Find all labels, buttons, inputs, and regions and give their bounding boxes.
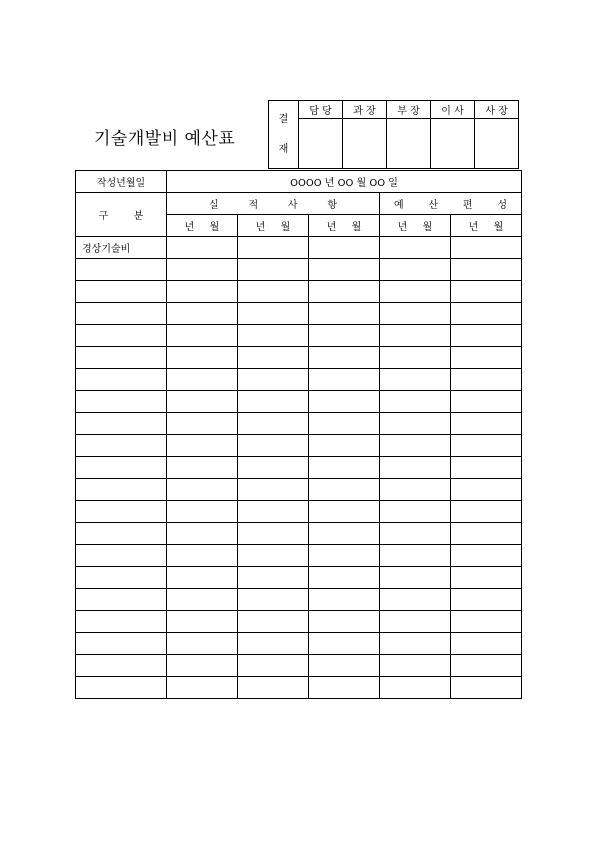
data-cell[interactable]: [167, 303, 238, 325]
actual-header: [167, 193, 380, 215]
table-row: [76, 545, 522, 567]
approval-sign-cell[interactable]: [343, 119, 387, 169]
data-cell[interactable]: [238, 237, 309, 259]
data-cell[interactable]: [451, 589, 522, 611]
data-cell[interactable]: [309, 237, 380, 259]
table-row: [76, 259, 522, 281]
approval-sign-cell[interactable]: [431, 119, 475, 169]
table-row: [76, 611, 522, 633]
approval-sign-cell[interactable]: [299, 119, 343, 169]
budget-header: [380, 193, 522, 215]
data-cell[interactable]: [380, 435, 451, 457]
data-cell[interactable]: [167, 237, 238, 259]
table-row: [76, 457, 522, 479]
actual-char: 적: [248, 200, 259, 211]
data-cell[interactable]: [238, 655, 309, 677]
row-label[interactable]: [76, 457, 167, 479]
data-cell[interactable]: [167, 435, 238, 457]
data-cell[interactable]: [238, 259, 309, 281]
budget-char: 편: [462, 200, 473, 211]
table-row: [76, 325, 522, 347]
period-cell[interactable]: [238, 215, 309, 237]
data-cell[interactable]: [451, 611, 522, 633]
data-cell[interactable]: [309, 259, 380, 281]
data-cell[interactable]: [380, 611, 451, 633]
table-row: [76, 567, 522, 589]
data-cell[interactable]: [238, 633, 309, 655]
budget-table: [75, 170, 522, 699]
data-cell[interactable]: [451, 479, 522, 501]
data-cell[interactable]: [167, 347, 238, 369]
table-row: [76, 369, 522, 391]
row-label[interactable]: [76, 369, 167, 391]
data-cell[interactable]: [167, 369, 238, 391]
data-cell[interactable]: [309, 501, 380, 523]
table-row: [76, 633, 522, 655]
period-month: 월: [280, 222, 291, 233]
data-cell[interactable]: [238, 677, 309, 699]
data-cell[interactable]: [238, 479, 309, 501]
document-title: 기술개발비 예산표: [94, 129, 236, 149]
approval-role-president: 사 장: [475, 101, 519, 119]
data-cell[interactable]: [380, 281, 451, 303]
approval-table: [268, 100, 519, 169]
period-cell[interactable]: [380, 215, 451, 237]
budget-char: 성: [497, 200, 507, 211]
data-cell[interactable]: [167, 523, 238, 545]
data-cell[interactable]: [309, 457, 380, 479]
data-cell[interactable]: [309, 435, 380, 457]
period-month: 월: [209, 222, 220, 233]
data-cell[interactable]: [380, 545, 451, 567]
period-month: 월: [422, 222, 433, 233]
data-cell[interactable]: [380, 501, 451, 523]
data-cell[interactable]: [451, 457, 522, 479]
data-cell[interactable]: [309, 347, 380, 369]
data-cell[interactable]: [380, 237, 451, 259]
data-cell[interactable]: [309, 281, 380, 303]
category-header: [76, 193, 167, 237]
row-label[interactable]: [76, 303, 167, 325]
data-cell[interactable]: [451, 413, 522, 435]
data-cell[interactable]: [309, 589, 380, 611]
row-label[interactable]: [76, 545, 167, 567]
row-label[interactable]: [76, 611, 167, 633]
approval-role-director: 이 사: [431, 101, 475, 119]
data-cell[interactable]: [309, 325, 380, 347]
table-row: [76, 347, 522, 369]
row-label[interactable]: [76, 633, 167, 655]
data-cell[interactable]: [380, 325, 451, 347]
row-label[interactable]: [76, 523, 167, 545]
data-cell[interactable]: [167, 325, 238, 347]
data-cell[interactable]: [309, 413, 380, 435]
data-cell[interactable]: [167, 259, 238, 281]
data-cell[interactable]: [238, 281, 309, 303]
data-cell[interactable]: [309, 611, 380, 633]
table-row: [76, 501, 522, 523]
data-cell[interactable]: [380, 347, 451, 369]
data-cell[interactable]: [451, 303, 522, 325]
data-cell[interactable]: [238, 501, 309, 523]
data-cell[interactable]: [238, 523, 309, 545]
data-cell[interactable]: [451, 435, 522, 457]
row-label[interactable]: [76, 413, 167, 435]
row-label[interactable]: [76, 501, 167, 523]
actual-char: 실: [209, 200, 219, 211]
data-cell[interactable]: [451, 523, 522, 545]
row-label[interactable]: [76, 567, 167, 589]
actual-char: 사: [287, 200, 298, 211]
data-cell[interactable]: [380, 457, 451, 479]
category-label-bun: 분: [133, 211, 144, 222]
data-cell[interactable]: [167, 567, 238, 589]
data-cell[interactable]: [309, 655, 380, 677]
table-row: [76, 435, 522, 457]
approval-label-gyeol: 결: [278, 113, 289, 125]
data-cell[interactable]: [167, 413, 238, 435]
date-label: 작성년월일: [76, 171, 167, 193]
row-label[interactable]: [76, 391, 167, 413]
period-year: 년: [255, 222, 266, 233]
data-cell[interactable]: [238, 303, 309, 325]
table-row: [76, 479, 522, 501]
table-row: [76, 303, 522, 325]
data-cell[interactable]: [238, 457, 309, 479]
table-row: [76, 281, 522, 303]
data-cell[interactable]: [451, 633, 522, 655]
data-cell[interactable]: [451, 281, 522, 303]
data-cell[interactable]: [167, 479, 238, 501]
data-cell[interactable]: [238, 611, 309, 633]
data-cell[interactable]: [309, 369, 380, 391]
data-cell[interactable]: [167, 611, 238, 633]
data-cell[interactable]: [380, 413, 451, 435]
data-cell[interactable]: [238, 589, 309, 611]
approval-role-staff: 담 당: [299, 101, 343, 119]
table-row: [76, 677, 522, 699]
data-cell[interactable]: [380, 633, 451, 655]
data-cell[interactable]: [380, 303, 451, 325]
row-label[interactable]: [76, 677, 167, 699]
data-cell[interactable]: [167, 545, 238, 567]
period-month: 월: [351, 222, 362, 233]
category-label-gu: 구: [98, 211, 109, 222]
data-cell[interactable]: [451, 369, 522, 391]
row-label[interactable]: [76, 281, 167, 303]
data-cell[interactable]: [451, 655, 522, 677]
data-cell[interactable]: [380, 589, 451, 611]
data-cell[interactable]: [167, 655, 238, 677]
period-year: 년: [326, 222, 337, 233]
date-value[interactable]: OOOO 년 OO 월 OO 일: [167, 171, 522, 193]
approval-role-section-chief: 과 장: [343, 101, 387, 119]
data-cell[interactable]: [238, 567, 309, 589]
data-cell[interactable]: [309, 567, 380, 589]
row-label[interactable]: [76, 347, 167, 369]
row-label[interactable]: [76, 589, 167, 611]
data-cell[interactable]: [451, 325, 522, 347]
data-cell[interactable]: [380, 259, 451, 281]
data-cell[interactable]: [238, 325, 309, 347]
data-cell[interactable]: [451, 259, 522, 281]
row-label[interactable]: [76, 325, 167, 347]
period-month: 월: [493, 222, 504, 233]
data-cell[interactable]: [309, 303, 380, 325]
row-label: 경상기술비: [76, 237, 167, 259]
data-cell[interactable]: [238, 435, 309, 457]
table-row: [76, 655, 522, 677]
data-cell[interactable]: [380, 369, 451, 391]
data-cell[interactable]: [167, 589, 238, 611]
approval-sign-cell[interactable]: [475, 119, 519, 169]
data-cell[interactable]: [309, 633, 380, 655]
row-label[interactable]: [76, 479, 167, 501]
data-cell[interactable]: [380, 655, 451, 677]
data-cell[interactable]: [309, 479, 380, 501]
period-cell[interactable]: [451, 215, 522, 237]
period-cell[interactable]: [309, 215, 380, 237]
row-label[interactable]: [76, 655, 167, 677]
data-cell[interactable]: [380, 391, 451, 413]
approval-side-label: [269, 101, 299, 169]
data-cell[interactable]: [309, 677, 380, 699]
data-cell[interactable]: [451, 237, 522, 259]
data-cell[interactable]: [309, 391, 380, 413]
data-cell[interactable]: [238, 391, 309, 413]
budget-char: 산: [428, 200, 439, 211]
data-cell[interactable]: [451, 347, 522, 369]
data-cell[interactable]: [380, 523, 451, 545]
data-cell[interactable]: [309, 523, 380, 545]
budget-char: 예: [394, 200, 404, 211]
data-cell[interactable]: [167, 457, 238, 479]
approval-role-dept-head: 부 장: [387, 101, 431, 119]
data-cell[interactable]: [451, 545, 522, 567]
data-cell[interactable]: [451, 567, 522, 589]
data-cell[interactable]: [167, 281, 238, 303]
table-row: [76, 237, 522, 259]
data-cell[interactable]: [238, 413, 309, 435]
data-cell[interactable]: [238, 369, 309, 391]
approval-label-jae: 재: [278, 143, 289, 155]
row-label[interactable]: [76, 435, 167, 457]
data-cell[interactable]: [167, 633, 238, 655]
data-cell[interactable]: [238, 347, 309, 369]
table-row: [76, 523, 522, 545]
period-year: 년: [468, 222, 479, 233]
approval-sign-cell[interactable]: [387, 119, 431, 169]
data-cell[interactable]: [167, 501, 238, 523]
period-cell[interactable]: [167, 215, 238, 237]
data-cell[interactable]: [451, 391, 522, 413]
table-row: [76, 589, 522, 611]
data-cell[interactable]: [238, 545, 309, 567]
data-cell[interactable]: [451, 677, 522, 699]
data-cell[interactable]: [451, 501, 522, 523]
data-cell[interactable]: [380, 567, 451, 589]
data-cell[interactable]: [380, 677, 451, 699]
row-label[interactable]: [76, 259, 167, 281]
period-year: 년: [184, 222, 195, 233]
data-cell[interactable]: [167, 677, 238, 699]
table-row: [76, 413, 522, 435]
actual-char: 항: [327, 200, 337, 211]
period-year: 년: [397, 222, 408, 233]
data-cell[interactable]: [309, 545, 380, 567]
data-cell[interactable]: [380, 479, 451, 501]
table-row: [76, 391, 522, 413]
data-cell[interactable]: [167, 391, 238, 413]
